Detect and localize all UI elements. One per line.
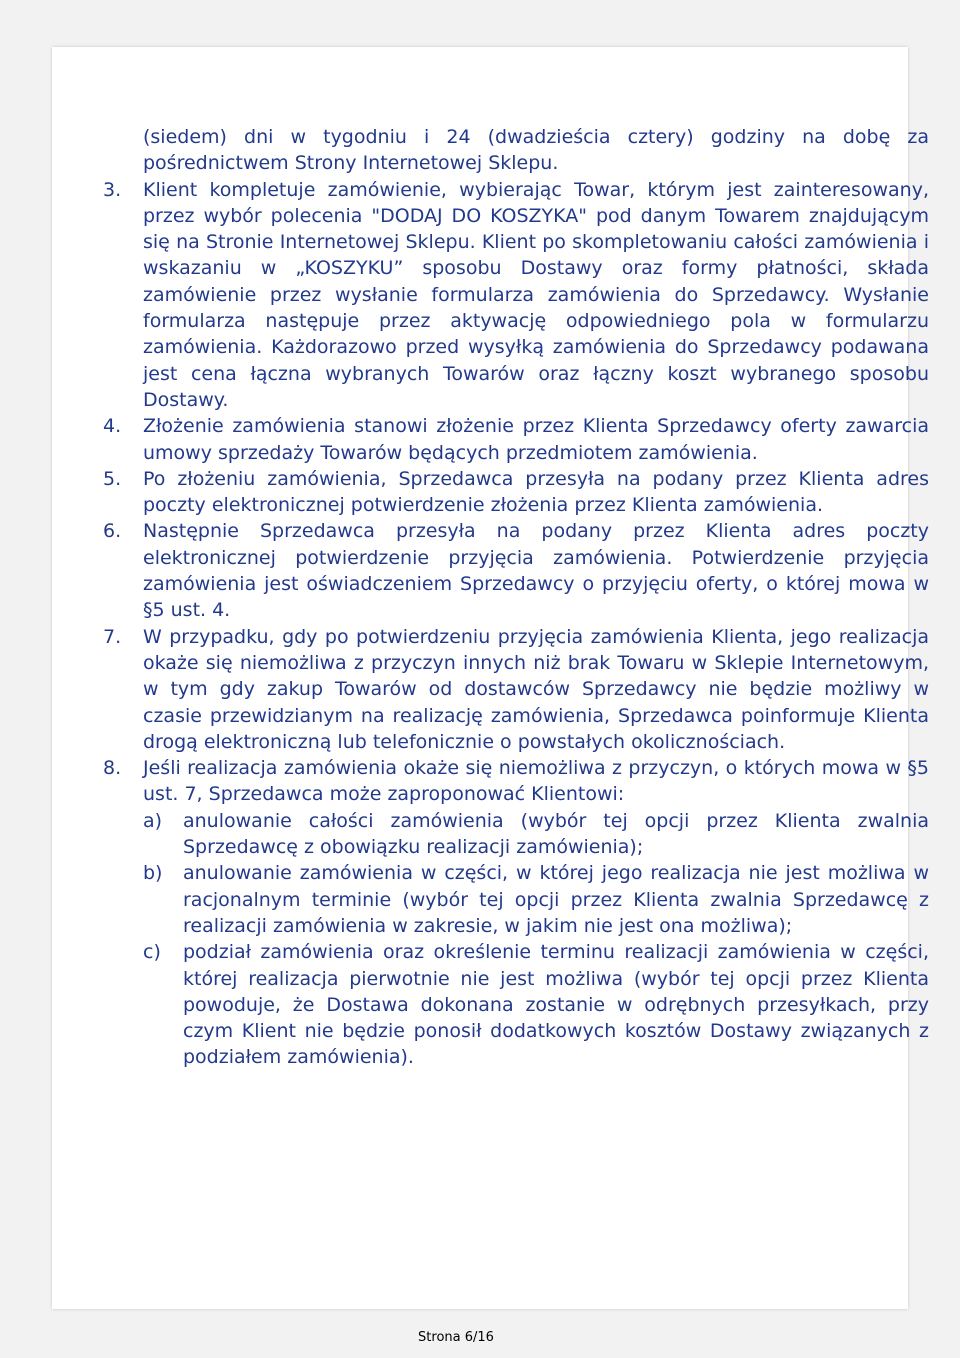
list-item-3 (103, 177, 929, 414)
list-number: 3. (103, 178, 122, 201)
sub-item-c (143, 939, 929, 1070)
list-text: W przypadku, gdy po potwierdzeniu przyjęcia zamówienia Klienta, jego realizacja okaże się niemożliwa z przyczyn innych niż brak Towaru w Sklepie Internetowym, w tym gdy zakup Towarów od dostawców Sprzedawcy nie będzie możliwy w czasie przewidzianym na realizację zamówienia, Sprzedawca poinformuje Klienta drogą elektroniczną lub telefonicznie o powstałych okolicznościach. (143, 625, 929, 753)
sub-item-b (143, 860, 929, 939)
list-number: 6. (103, 520, 122, 543)
list-text: Klient kompletuje zamówienie, wybierając Towar, którym jest zainteresowany, przez wybór polecenia "DODAJ DO KOSZYKA" pod danym Towarem znajdującym się na Stronie Internetowej Sklepu. Klient po skompletowaniu całości zamówienia i wskazaniu w „KOSZYKU” sposobu Dostawy oraz formy płatności, składa zamówienie przez wysłanie formularza zamówienia do Sprzedawcy. Wysłanie formularza następuje przez aktywację odpowiedniego pola w formularzu zamówienia. Każdorazowo przed wysyłką zamówienia do Sprzedawcy podawana jest cena łączna wybranych Towarów oraz łączny koszt wybranego sposobu Dostawy. (143, 178, 929, 411)
sub-item-text: podział zamówienia oraz określenie terminu realizacji zamówienia w części, której realizacja pierwotnie nie jest możliwa (wybór tej opcji przez Klienta powoduje, że Dostawa dokonana zostanie w odrębnych przesyłkach, przy czym Klient nie będzie ponosił dodatkowych kosztów Dostawy związanych z podziałem zamówienia). (183, 941, 929, 1069)
sub-item-letter: c) (143, 941, 161, 964)
sub-item-a (143, 808, 929, 861)
list-item-7 (103, 624, 929, 755)
sub-item-text: anulowanie całości zamówienia (wybór tej opcji przez Klienta zwalnia Sprzedawcę z obowiązku realizacji zamówienia); (183, 809, 929, 859)
list-item-4 (103, 413, 929, 466)
list-item-5 (103, 466, 929, 519)
list-number: 8. (103, 757, 122, 780)
list-text: Jeśli realizacja zamówienia okaże się niemożliwa z przyczyn, o których mowa w §5 ust. 7, Sprzedawca może zaproponować Klientowi: (143, 757, 929, 806)
continuation-paragraph: (siedem) dni w tygodniu i 24 (dwadzieścia cztery) godziny na dobę za pośrednictwem Strony Internetowej Sklepu. (143, 126, 929, 175)
document-page (52, 47, 929, 1309)
sub-item-text: anulowanie zamówienia w części, w której jego realizacja nie jest możliwa w racjonalnym terminie (wybór tej opcji przez Klienta zwalnia Sprzedawcę z realizacji zamówienia w zakresie, w jakim nie jest ona możliwa); (183, 862, 929, 937)
sub-list (143, 808, 929, 1071)
list-item-8-body (143, 755, 929, 1071)
list-text: Po złożeniu zamówienia, Sprzedawca przesyła na podany przez Klienta adres poczty elektronicznej potwierdzenie złożenia przez Klienta zamówienia. (143, 467, 929, 517)
sub-item-letter: b) (143, 862, 163, 885)
list-text: Złożenie zamówienia stanowi złożenie przez Klienta Sprzedawcy oferty zawarcia umowy sprzedaży Towarów będących przedmiotem zamówienia. (143, 415, 929, 464)
list-number: 5. (103, 467, 122, 490)
list-item-6 (103, 518, 929, 623)
document-body (103, 124, 929, 1071)
list-number: 7. (103, 625, 122, 648)
list-item-8 (103, 755, 929, 1071)
sub-item-letter: a) (143, 809, 163, 832)
list-number: 4. (103, 415, 122, 438)
list-text: Następnie Sprzedawca przesyła na podany przez Klienta adres poczty elektronicznej potwierdzenie przyjęcia zamówienia. Potwierdzenie przyjęcia zamówienia jest oświadczeniem Sprzedawcy o przyjęciu oferty, o której mowa w §5 ust. 4. (143, 520, 929, 622)
page-number-footer: Strona 6/16 (418, 1330, 494, 1345)
